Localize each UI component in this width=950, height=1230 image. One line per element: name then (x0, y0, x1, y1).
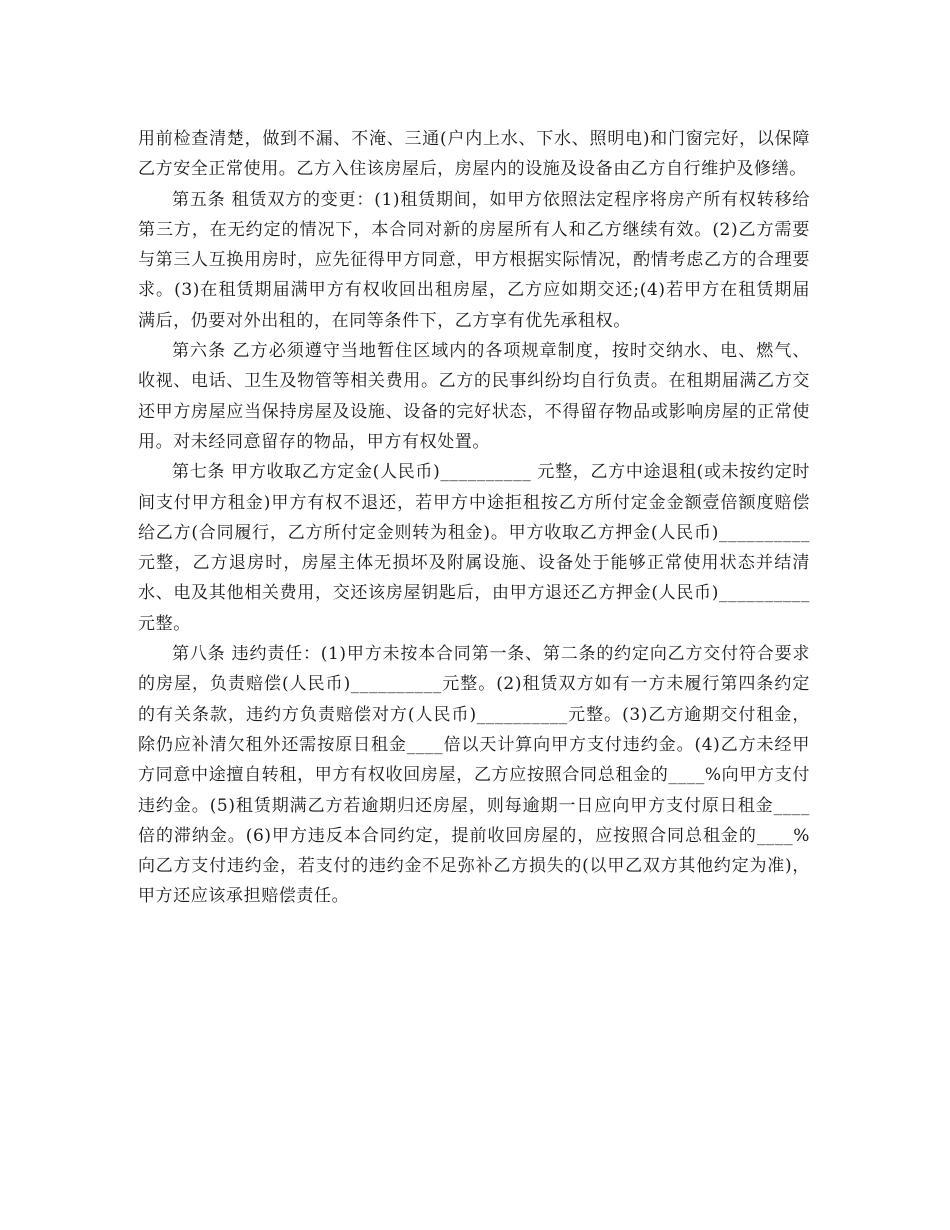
paragraph-continuation: 用前检查清楚，做到不漏、不淹、三通(户内上水、下水、照明电)和门窗完好，以保障乙方安全正常使用。乙方入住该房屋后，房屋内的设施及设备由乙方自行维护及修缮。 (138, 129, 810, 180)
paragraph-article-7: 第七条 甲方收取乙方定金(人民币)__________ 元整，乙方中途退租(或未按约定时间支付甲方租金)甲方有权不退还，若甲方中途拒租按乙方所付定金金额壹倍额度赔偿给乙方(合同履行，乙方所付定金则转为租金)。甲方收取乙方押金(人民币)__________ 元整，乙方退房时，房屋主体无损坏及附属设施、设备处于能够正常使用状态并结清水、电及其他相关费用，交还该房屋钥匙后，由甲方退还乙方押金(人民币)__________元整。 (138, 462, 810, 634)
document-page (138, 124, 810, 912)
paragraph-article-6: 第六条 乙方必须遵守当地暂住区域内的各项规章制度，按时交纳水、电、燃气、收视、电话、卫生及物管等相关费用。乙方的民事纠纷均自行负责。在租期届满乙方交还甲方房屋应当保持房屋及设施、设备的完好状态，不得留存物品或影响房屋的正常使用。对未经同意留存的物品，甲方有权处置。 (138, 341, 810, 452)
paragraph-article-5: 第五条 租赁双方的变更：(1)租赁期间，如甲方依照法定程序将房产所有权转移给第三方，在无约定的情况下，本合同对新的房屋所有人和乙方继续有效。(2)乙方需要与第三人互换用房时，应先征得甲方同意，甲方根据实际情况，酌情考虑乙方的合理要求。(3)在租赁期届满甲方有权收回出租房屋，乙方应如期交还;(4)若甲方在租赁期届满后，仍要对外出租的，在同等条件下，乙方享有优先承租权。 (138, 189, 810, 331)
paragraph-article-8: 第八条 违约责任：(1)甲方未按本合同第一条、第二条的约定向乙方交付符合要求的房屋，负责赔偿(人民币)__________元整。(2)租赁双方如有一方未履行第四条约定的有关条款，违约方负责赔偿对方(人民币)__________元整。(3)乙方逾期交付租金，除仍应补清欠租外还需按原日租金____倍以天计算向甲方支付违约金。(4)乙方未经甲方同意中途擅自转租，甲方有权收回房屋，乙方应按照合同总租金的____%向甲方支付违约金。(5)租赁期满乙方若逾期归还房屋，则每逾期一日应向甲方支付原日租金____倍的滞纳金。(6)甲方违反本合同约定，提前收回房屋的，应按照合同总租金的____%向乙方支付违约金，若支付的违约金不足弥补乙方损失的(以甲乙双方其他约定为准)，甲方还应该承担赔偿责任。 (138, 644, 810, 907)
